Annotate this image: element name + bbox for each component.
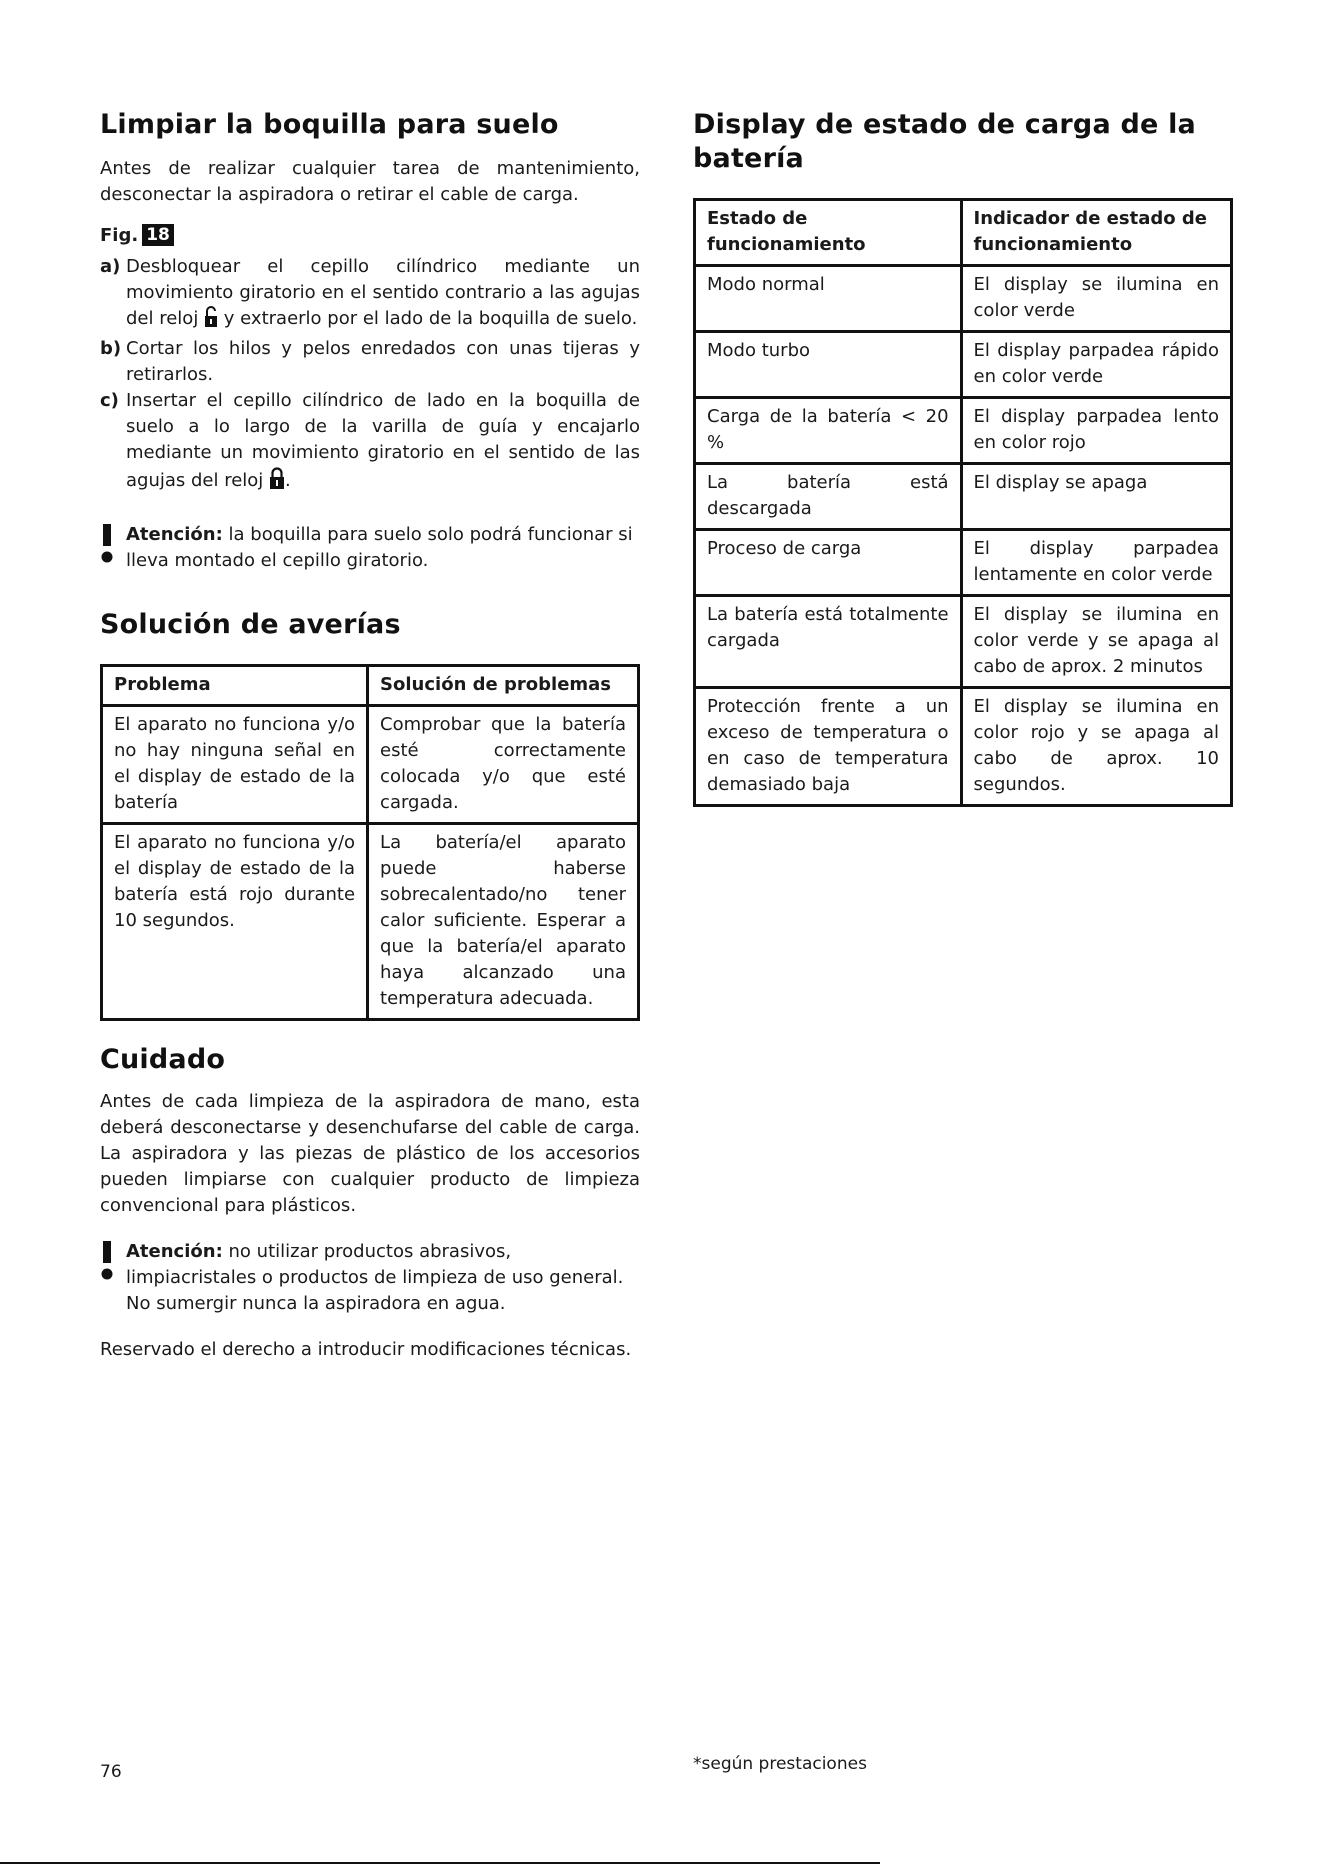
left-column xyxy=(100,108,640,1363)
figure-reference xyxy=(100,224,640,246)
table-cell: El display parpadea lentamente en color verde xyxy=(961,530,1231,596)
table-row xyxy=(695,596,1232,688)
column-header: Problema xyxy=(102,666,368,706)
section-title-battery-display: Display de estado de carga de la batería xyxy=(693,109,1196,174)
table-row xyxy=(102,824,639,1020)
attention-note-care xyxy=(100,1239,640,1317)
table-cell: El display se apaga xyxy=(961,464,1231,530)
attention-label: Atención: xyxy=(126,524,223,545)
table-cell: Modo turbo xyxy=(695,332,962,398)
step-a xyxy=(100,254,640,336)
step-text-continued: . xyxy=(285,470,291,491)
unlocked-padlock-icon xyxy=(204,306,218,336)
care-intro: Antes de cada limpieza de la aspiradora de mano, esta deberá desconectarse y desenchufarse del cable de carga. La aspiradora y las piezas de plástico de los accesorios pueden limpiarse con cualquier producto de limpieza convencional para plásticos. xyxy=(100,1091,640,1216)
modifications-reserved-note: Reservado el derecho a introducir modificaciones técnicas. xyxy=(100,1339,632,1360)
table-header-row xyxy=(102,666,639,706)
table-cell: El display parpadea rápido en color verde xyxy=(961,332,1231,398)
floor-nozzle-intro: Antes de realizar cualquier tarea de mantenimiento, desconectar la aspiradora o retirar el cable de carga. xyxy=(100,158,640,205)
table-row xyxy=(695,688,1232,806)
table-cell: El display se ilumina en color verde xyxy=(961,266,1231,332)
attention-note-nozzle xyxy=(100,522,640,574)
step-c xyxy=(100,388,640,498)
step-marker: a) xyxy=(100,256,121,277)
table-cell: El display se ilumina en color verde y se apaga al cabo de aprox. 2 minutos xyxy=(961,596,1231,688)
table-header-row xyxy=(695,200,1232,266)
column-header: Estado de funcionamiento xyxy=(695,200,962,266)
column-header: Solución de problemas xyxy=(368,666,639,706)
section-title-troubleshooting: Solución de averías xyxy=(100,609,401,640)
table-row xyxy=(695,398,1232,464)
locked-padlock-icon xyxy=(269,466,285,498)
warning-exclamation-icon xyxy=(100,1241,114,1289)
table-cell: Proceso de carga xyxy=(695,530,962,596)
column-header: Indicador de estado de funcionamiento xyxy=(961,200,1231,266)
attention-text: la boquilla para suelo solo podrá funcionar si lleva montado el cepillo giratorio. xyxy=(126,524,633,571)
step-text: Insertar el cepillo cilíndrico de lado en la boquilla de suelo a lo largo de la varilla de guía y encajarlo mediante un movimiento giratorio en el sentido de las agujas del reloj xyxy=(126,390,640,491)
attention-label: Atención: xyxy=(126,1241,223,1262)
table-cell: El aparato no funciona y/o el display de estado de la batería está rojo durante 10 segundos. xyxy=(102,824,368,1020)
battery-status-table xyxy=(693,198,1233,807)
table-cell: La batería está descargada xyxy=(695,464,962,530)
step-marker: b) xyxy=(100,338,122,359)
step-text: Cortar los hilos y pelos enredados con unas tijeras y retirarlos. xyxy=(126,338,640,385)
bottom-rule xyxy=(0,1862,880,1864)
footnote: *según prestaciones xyxy=(693,1754,867,1774)
figure-label: Fig. xyxy=(100,224,139,246)
section-title-floor-nozzle: Limpiar la boquilla para suelo xyxy=(100,109,559,140)
page-number: 76 xyxy=(100,1762,122,1782)
table-row xyxy=(695,332,1232,398)
step-text-continued: y extraerlo por el lado de la boquilla de suelo. xyxy=(223,308,638,329)
troubleshooting-table xyxy=(100,664,640,1021)
step-text: Desbloquear el cepillo cilíndrico mediante un movimiento giratorio en el sentido contrario a las agujas del reloj xyxy=(126,256,640,329)
table-cell: El display parpadea lento en color rojo xyxy=(961,398,1231,464)
table-cell: El aparato no funciona y/o no hay ninguna señal en el display de estado de la batería xyxy=(102,706,368,824)
table-cell: Modo normal xyxy=(695,266,962,332)
table-cell: La batería/el aparato puede haberse sobrecalentado/no tener calor suficiente. Esperar a que la batería/el aparato haya alcanzado una temperatura adecuada. xyxy=(368,824,639,1020)
table-row xyxy=(695,266,1232,332)
table-cell: Comprobar que la batería esté correctamente colocada y/o que esté cargada. xyxy=(368,706,639,824)
cleaning-steps-list xyxy=(100,254,640,498)
figure-number-badge: 18 xyxy=(142,224,174,246)
table-row xyxy=(695,464,1232,530)
table-cell: Carga de la batería < 20 % xyxy=(695,398,962,464)
table-cell: Protección frente a un exceso de temperatura o en caso de temperatura demasiado baja xyxy=(695,688,962,806)
table-cell: El display se ilumina en color rojo y se apaga al cabo de aprox. 10 segundos. xyxy=(961,688,1231,806)
step-marker: c) xyxy=(100,390,119,411)
table-row xyxy=(695,530,1232,596)
step-b xyxy=(100,336,640,388)
attention-text: no utilizar productos abrasivos, limpiacristales o productos de limpieza de uso general. No sumergir nunca la aspiradora en agua. xyxy=(126,1241,624,1314)
warning-exclamation-icon xyxy=(100,524,114,572)
table-cell: La batería está totalmente cargada xyxy=(695,596,962,688)
right-column xyxy=(693,108,1233,807)
section-title-care: Cuidado xyxy=(100,1044,226,1075)
table-row xyxy=(102,706,639,824)
